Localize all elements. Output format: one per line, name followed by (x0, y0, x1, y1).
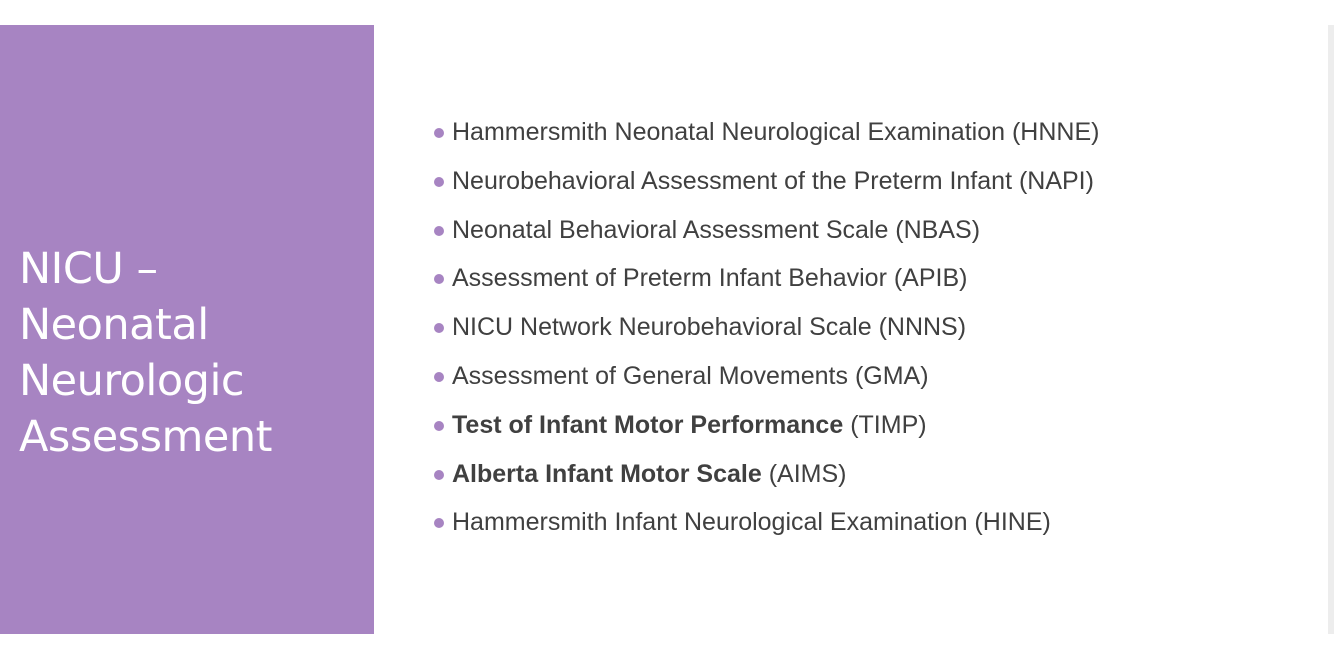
title-panel (0, 25, 374, 634)
bullet-dot-icon (434, 274, 444, 284)
bullet-item (434, 254, 1099, 303)
bullet-text: Hammersmith Infant Neurological Examination (HINE) (452, 508, 1051, 537)
bullet-dot-icon (434, 470, 444, 480)
bullet-bold-text: Test of Infant Motor Performance (452, 410, 844, 439)
bullet-dot-icon (434, 518, 444, 528)
title-line: Neonatal (19, 300, 209, 350)
bullet-item (434, 498, 1099, 547)
bullet-item (434, 303, 1099, 352)
bullet-text: (AIMS) (761, 459, 847, 488)
bullet-dot-icon (434, 323, 444, 333)
scrollbar-track[interactable] (1328, 25, 1334, 634)
bullet-dot-icon (434, 128, 444, 138)
bullet-bold-text: Alberta Infant Motor Scale (452, 459, 762, 488)
bullet-text: Assessment of General Movements (GMA) (452, 361, 929, 390)
bullet-item (434, 450, 1099, 499)
bullet-text: Neurobehavioral Assessment of the Preterm Infant (NAPI) (452, 166, 1094, 195)
bullet-text: Assessment of Preterm Infant Behavior (APIB) (452, 264, 968, 293)
bullet-dot-icon (434, 226, 444, 236)
bullet-dot-icon (434, 177, 444, 187)
title-line: Assessment (19, 412, 272, 462)
slide-title (19, 241, 359, 465)
bullet-item (434, 352, 1099, 401)
title-line: Neurologic (19, 356, 245, 406)
bullet-item (434, 108, 1099, 157)
bullet-text: Neonatal Behavioral Assessment Scale (NBAS) (452, 215, 981, 244)
bullet-item (434, 157, 1099, 206)
bullet-dot-icon (434, 421, 444, 431)
title-line: NICU – (19, 244, 158, 294)
bullet-dot-icon (434, 372, 444, 382)
bullet-text: Hammersmith Neonatal Neurological Examination (HNNE) (452, 118, 1100, 146)
bullet-list (434, 108, 1099, 547)
bullet-text: NICU Network Neurobehavioral Scale (NNNS) (452, 313, 967, 342)
bullet-item (434, 401, 1099, 450)
bullet-item (434, 206, 1099, 255)
bullet-text: (TIMP) (843, 410, 927, 439)
